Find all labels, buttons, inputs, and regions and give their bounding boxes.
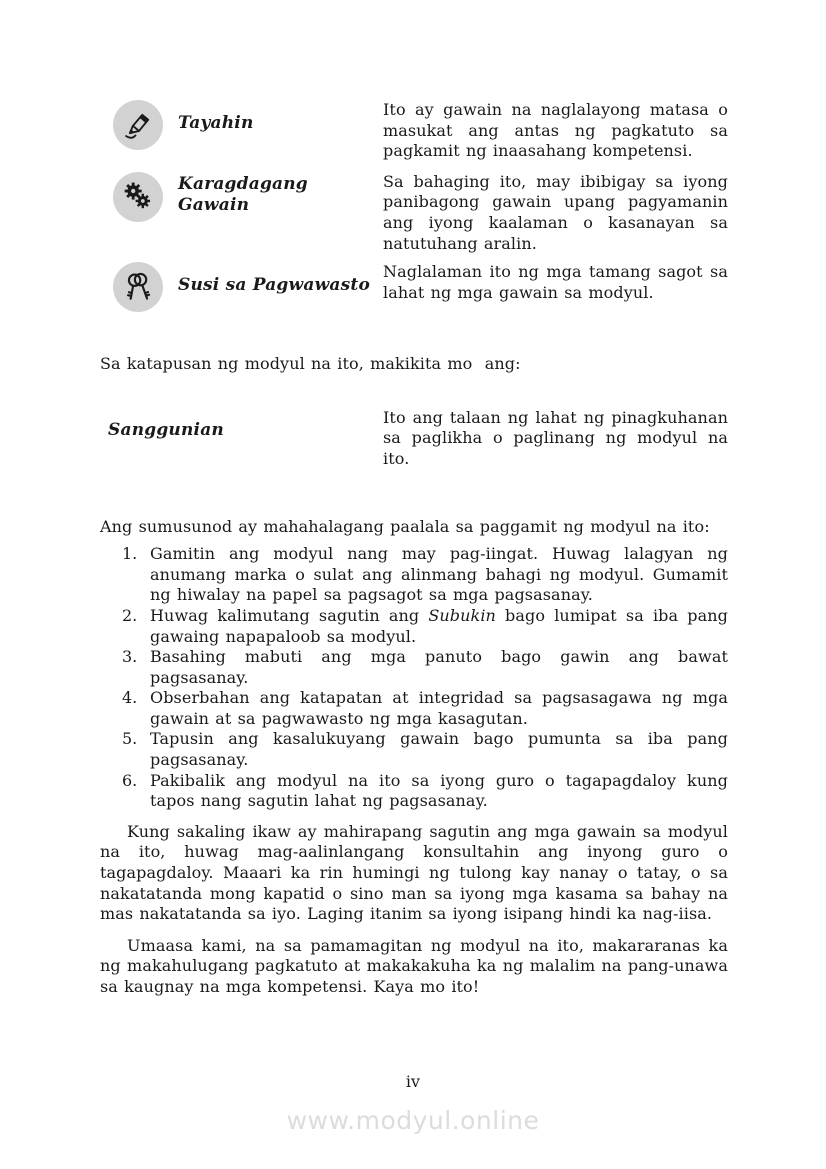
keys-icon bbox=[121, 270, 155, 304]
list-item-text: Huwag kalimutang sagutin ang Subukin bago lumipat sa iba pang gawaing napapaloob sa modyul. bbox=[150, 605, 728, 646]
list-item bbox=[122, 771, 728, 812]
module-part-row-tayahin bbox=[100, 100, 728, 162]
pencil-icon bbox=[121, 108, 155, 142]
icon-cell bbox=[100, 172, 178, 222]
list-item bbox=[122, 606, 728, 647]
module-part-row-karagdagang-gawain bbox=[100, 172, 728, 254]
reminders-heading: Ang sumusunod ay mahahalagang paalala sa paggamit ng modyul na ito: bbox=[100, 516, 710, 536]
page-number: iv bbox=[405, 1072, 421, 1091]
list-item-number: 2. bbox=[122, 605, 138, 625]
list-item-text: Pakibalik ang modyul na ito sa iyong guro o tagapagdaloy kung tapos nang sagutin lahat ng pagsasanay. bbox=[150, 770, 728, 811]
list-item-number: 5. bbox=[122, 729, 138, 749]
module-part-label: Susi sa Pagwawasto bbox=[178, 275, 370, 296]
icon-cell bbox=[100, 262, 178, 312]
list-item-text: Obserbahan ang katapatan at integridad sa pagsasagawa ng mga gawain at sa pagwawasto ng mga kasagutan. bbox=[150, 688, 728, 728]
module-part-label: Tayahin bbox=[178, 113, 254, 133]
module-part-label: Karagdagang Gawain bbox=[178, 173, 308, 215]
list-item bbox=[122, 647, 728, 688]
list-item-text: Tapusin ang kasalukuyang gawain bago pumunta sa iba pang pagsasanay. bbox=[150, 729, 728, 770]
sanggunian-row bbox=[100, 408, 728, 470]
list-item-number: 3. bbox=[122, 647, 138, 667]
icon-circle bbox=[113, 262, 163, 312]
module-part-description: Sa bahaging ito, may ibibigay sa iyong panibagong gawain upang pagyamanin ang iyong kaalaman o kasanayan sa natutuhang aralin. bbox=[383, 171, 728, 253]
module-part-row-susi-sa-pagwawasto bbox=[100, 262, 728, 312]
watermark: www.modyul.online bbox=[286, 1106, 540, 1135]
module-part-description: Ito ay gawain na naglalayong matasa o masukat ang antas ng pagkatuto sa pagkamit ng inaasahang kompetensi. bbox=[383, 100, 728, 161]
icon-circle bbox=[113, 100, 163, 150]
list-item-text: Gamitin ang modyul nang may pag-iingat. Huwag lalagyan ng anumang marka o sulat ang alinmang bahagi ng modyul. Gumamit ng hiwalay na papel sa pagsagot sa mga pagsasanay. bbox=[150, 544, 728, 605]
closing-paragraph: Umaasa kami, na sa pamamagitan ng modyul na ito, makararanas ka ng makahulugang pagkatuto at makakakuha ka ng malalim na pang-unawa sa kaugnay na mga kompetensi. Kaya mo ito! bbox=[100, 935, 728, 996]
closing-line: Sa katapusan ng modyul na ito, makikita mo ang: bbox=[100, 354, 521, 374]
list-item-number: 1. bbox=[122, 544, 138, 564]
page-content bbox=[100, 100, 728, 998]
reminder-list bbox=[100, 544, 728, 812]
gears-icon bbox=[121, 180, 155, 214]
list-item bbox=[122, 729, 728, 770]
icon-cell bbox=[100, 100, 178, 150]
list-item bbox=[122, 544, 728, 606]
closing-paragraph: Kung sakaling ikaw ay mahirapang sagutin ang mga gawain sa modyul na ito, huwag mag-aalinlangang konsultahin ang inyong guro o tagapagdaloy. Maaari ka rin humingi ng tulong kay nanay o tatay, o sa nakatatanda mong kapatid o sino man sa iyong mga kasama sa bahay na mas nakatatanda sa iyo. Laging itanim sa iyong isipang hindi ka nag-iisa. bbox=[100, 821, 728, 924]
sanggunian-label: Sanggunian bbox=[108, 419, 224, 440]
module-part-description: Naglalaman ito ng mga tamang sagot sa lahat ng mga gawain sa modyul. bbox=[383, 262, 728, 302]
icon-circle bbox=[113, 172, 163, 222]
sanggunian-description: Ito ang talaan ng lahat ng pinagkuhanan sa paglikha o paglinang ng modyul na ito. bbox=[383, 407, 728, 468]
list-item-text: Basahing mabuti ang mga panuto bago gawin ang bawat pagsasanay. bbox=[150, 647, 728, 687]
list-item-number: 6. bbox=[122, 770, 138, 790]
list-item bbox=[122, 688, 728, 729]
list-item-number: 4. bbox=[122, 688, 138, 708]
